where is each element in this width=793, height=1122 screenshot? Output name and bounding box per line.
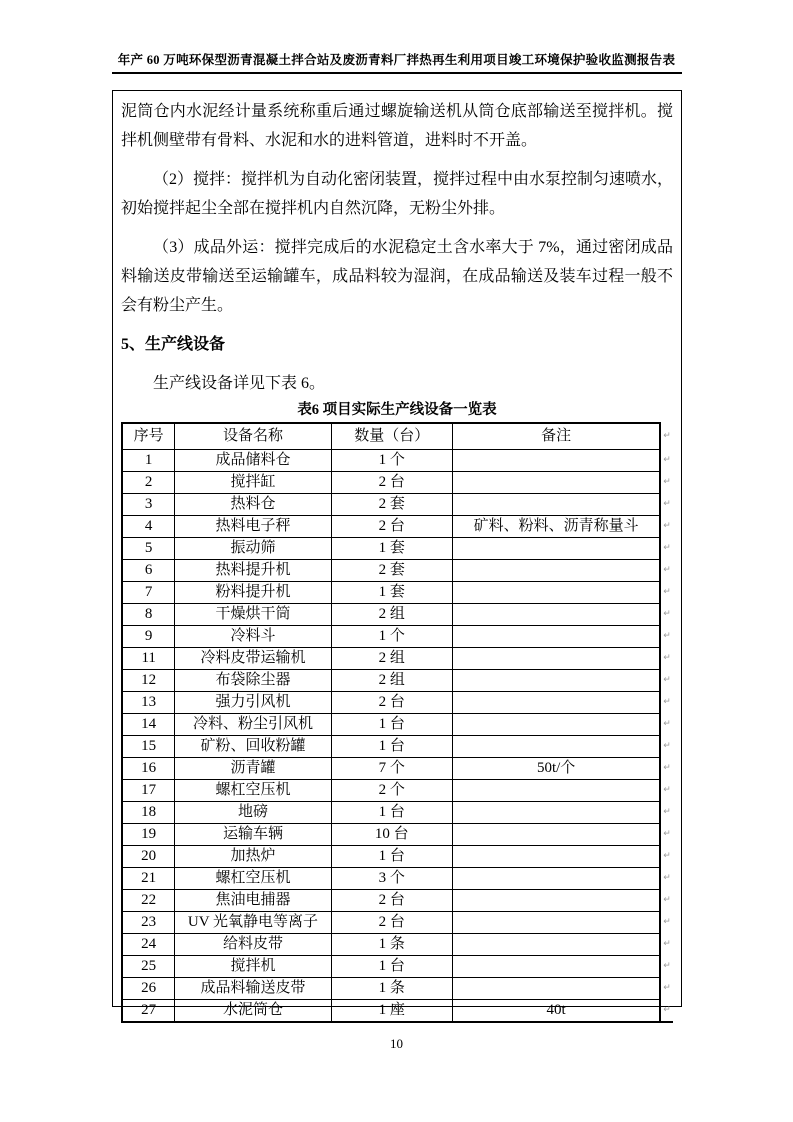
table-cell: 振动筛 [175,538,331,560]
table-cell: 17 [122,780,175,802]
table-row [122,802,673,824]
table-row [122,560,673,582]
end-of-cell-mark: ↵ [663,697,671,707]
table-cell: 干燥烘干筒 [175,604,331,626]
end-of-cell-mark: ↵ [663,829,671,839]
table-row [122,890,673,912]
table-cell: 1 个 [331,626,452,648]
section-heading: 5、生产线设备 [121,336,226,353]
table-row [122,670,673,692]
table-cell: 搅拌缸 [175,472,331,494]
table-cell [452,604,660,626]
table-cell: 2 [122,472,175,494]
table-cell: 1 台 [331,802,452,824]
end-of-cell-mark: ↵ [663,609,671,619]
table-cell: 热料电子秤 [175,516,331,538]
table-cell: 1 套 [331,538,452,560]
table-row [122,626,673,648]
column-header: 设备名称 [175,423,331,450]
table-row [122,780,673,802]
table-cell: 冷料皮带运输机 [175,648,331,670]
table-cell [452,472,660,494]
table-cell: 20 [122,846,175,868]
end-of-cell-mark: ↵ [663,851,671,861]
table-row [122,494,673,516]
table-cell [452,494,660,516]
table-cell: 12 [122,670,175,692]
table-cell [452,670,660,692]
equipment-table [121,422,673,1023]
table-cell: 4 [122,516,175,538]
table-row [122,934,673,956]
table-cell [452,912,660,934]
end-of-cell-mark: ↵ [663,455,671,465]
table-cell: 矿料、粉料、沥青称量斗 [452,516,660,538]
end-of-cell-mark: ↵ [663,675,671,685]
table-cell: 冷料斗 [175,626,331,648]
end-of-cell-mark: ↵ [663,565,671,575]
table-cell: 2 台 [331,912,452,934]
table-cell: 10 台 [331,824,452,846]
end-of-cell-mark: ↵ [663,961,671,971]
table-cell: 粉料提升机 [175,582,331,604]
table-cell [452,736,660,758]
page-number: 10 [390,1036,403,1051]
table-cell: 1 套 [331,582,452,604]
table-header [122,423,673,450]
table-cell: 搅拌机 [175,956,331,978]
table-row [122,472,673,494]
table-cell: 5 [122,538,175,560]
table-cell: UV 光氧静电等离子 [175,912,331,934]
table-cell: 强力引风机 [175,692,331,714]
table-cell: 焦油电捕器 [175,890,331,912]
table-cell: 21 [122,868,175,890]
table-cell: 矿粉、回收粉罐 [175,736,331,758]
table-row [122,824,673,846]
table-row [122,1000,673,1023]
table-cell: 2 个 [331,780,452,802]
table-cell: 地磅 [175,802,331,824]
table-cell: 螺杠空压机 [175,868,331,890]
table-cell [452,868,660,890]
table-cell: 2 台 [331,516,452,538]
table-cell: 8 [122,604,175,626]
column-header: 序号 [122,423,175,450]
end-of-cell-mark: ↵ [663,763,671,773]
end-of-cell-mark: ↵ [663,785,671,795]
table-row [122,648,673,670]
table-cell: 1 条 [331,978,452,1000]
table-cell: 2 台 [331,890,452,912]
table-cell: 成品料输送皮带 [175,978,331,1000]
table-row [122,714,673,736]
end-of-cell-mark: ↵ [660,1000,673,1023]
table-cell: 水泥筒仓 [175,1000,331,1023]
table-cell: 冷料、粉尘引风机 [175,714,331,736]
table-cell: 运输车辆 [175,824,331,846]
table-row [122,978,673,1000]
paragraph-shipping: （3）成品外运：搅拌完成后的水泥稳定土含水率大于 7%，通过密闭成品料输送皮带输送至运输罐车，成品料较为湿润，在成品输送及装车过程一般不会有粉尘产生。 [121,239,673,314]
table-cell: 26 [122,978,175,1000]
table-cell: 25 [122,956,175,978]
table-cell [452,846,660,868]
table-cell: 1 条 [331,934,452,956]
table-cell: 2 组 [331,604,452,626]
table-header-row [122,423,673,450]
table-row [122,450,673,472]
table-cell [452,582,660,604]
table-cell: 3 个 [331,868,452,890]
header-rule [112,72,682,74]
end-of-cell-mark: ↵ [663,873,671,883]
table-cell: 1 台 [331,714,452,736]
end-of-cell-mark: ↵ [663,895,671,905]
table-cell [452,802,660,824]
table-row [122,538,673,560]
table-cell: 2 套 [331,560,452,582]
table-cell: 23 [122,912,175,934]
end-of-cell-mark: ↵ [663,587,671,597]
table-cell [452,450,660,472]
table-row [122,692,673,714]
column-header: 数量（台） [331,423,452,450]
table-cell: 2 台 [331,472,452,494]
table-cell: 7 [122,582,175,604]
end-of-cell-mark: ↵ [663,983,671,993]
table-cell: 22 [122,890,175,912]
table-cell: 1 [122,450,175,472]
table-cell: 40t [452,1000,660,1023]
end-of-cell-mark: ↵ [663,631,671,641]
document-header-title: 年产 60 万吨环保型沥青混凝土拌合站及废沥青料厂拌热再生利用项目竣工环境保护验收监测报告表 [117,53,676,67]
end-of-cell-mark: ↵ [663,430,671,441]
table-intro: 生产线设备详见下表 6。 [153,375,326,392]
table-cell [452,978,660,1000]
table-cell: 2 台 [331,692,452,714]
table-cell: 6 [122,560,175,582]
table-cell [452,780,660,802]
table-row [122,604,673,626]
table-cell: 给料皮带 [175,934,331,956]
table-row [122,956,673,978]
table-cell [452,648,660,670]
column-header: 备注 [452,423,660,450]
table-cell: 7 个 [331,758,452,780]
table-cell [452,560,660,582]
end-of-cell-mark: ↵ [663,499,671,509]
end-of-cell-mark: ↵ [663,653,671,663]
table-cell [452,890,660,912]
table-cell: 3 [122,494,175,516]
table-cell [452,626,660,648]
table-body [122,450,673,1023]
table-cell: 布袋除尘器 [175,670,331,692]
table-cell: 成品储料仓 [175,450,331,472]
table-cell: 16 [122,758,175,780]
table-cell: 1 个 [331,450,452,472]
table-cell: 2 组 [331,648,452,670]
table-cell: 1 台 [331,736,452,758]
paragraph-continuation: 泥筒仓内水泥经计量系统称重后通过螺旋输送机从筒仓底部输送至搅拌机。搅拌机侧壁带有骨料、水泥和水的进料管道，进料时不开盖。 [121,103,673,149]
table-row [122,516,673,538]
end-of-cell-mark: ↵ [663,521,671,531]
table-cell: 15 [122,736,175,758]
table-cell: 24 [122,934,175,956]
end-of-cell-mark: ↵ [663,741,671,751]
table-row [122,582,673,604]
table-cell: 2 套 [331,494,452,516]
table-cell [452,714,660,736]
table-cell [452,934,660,956]
table-cell [452,956,660,978]
paragraph-mixing: （2）搅拌：搅拌机为自动化密闭装置，搅拌过程中由水泵控制匀速喷水，初始搅拌起尘全部在搅拌机内自然沉降，无粉尘外排。 [121,171,674,217]
table-cell: 11 [122,648,175,670]
table-cell: 14 [122,714,175,736]
end-of-cell-mark: ↵ [663,939,671,949]
table-cell: 加热炉 [175,846,331,868]
table-cell: 热料仓 [175,494,331,516]
table-caption: 表6 项目实际生产线设备一览表 [297,402,497,418]
table-cell [452,692,660,714]
table-row [122,736,673,758]
table-cell: 2 组 [331,670,452,692]
table-cell: 13 [122,692,175,714]
table-cell: 1 台 [331,956,452,978]
table-cell: 18 [122,802,175,824]
table-cell: 热料提升机 [175,560,331,582]
table-cell: 19 [122,824,175,846]
table-cell: 沥青罐 [175,758,331,780]
end-of-cell-mark: ↵ [663,917,671,927]
end-of-cell-mark: ↵ [663,477,671,487]
table-row [122,912,673,934]
table-row [122,846,673,868]
table-row [122,868,673,890]
end-of-cell-mark: ↵ [663,719,671,729]
content-box [112,90,682,1018]
table-row [122,758,673,780]
table-cell: 螺杠空压机 [175,780,331,802]
end-of-cell-mark: ↵ [663,807,671,817]
table-cell [452,538,660,560]
table-cell: 27 [122,1000,175,1023]
table-cell: 1 座 [331,1000,452,1023]
table-cell [452,824,660,846]
table-cell: 50t/个 [452,758,660,780]
table-cell: 1 台 [331,846,452,868]
end-of-cell-mark: ↵ [663,543,671,553]
table-cell: 9 [122,626,175,648]
